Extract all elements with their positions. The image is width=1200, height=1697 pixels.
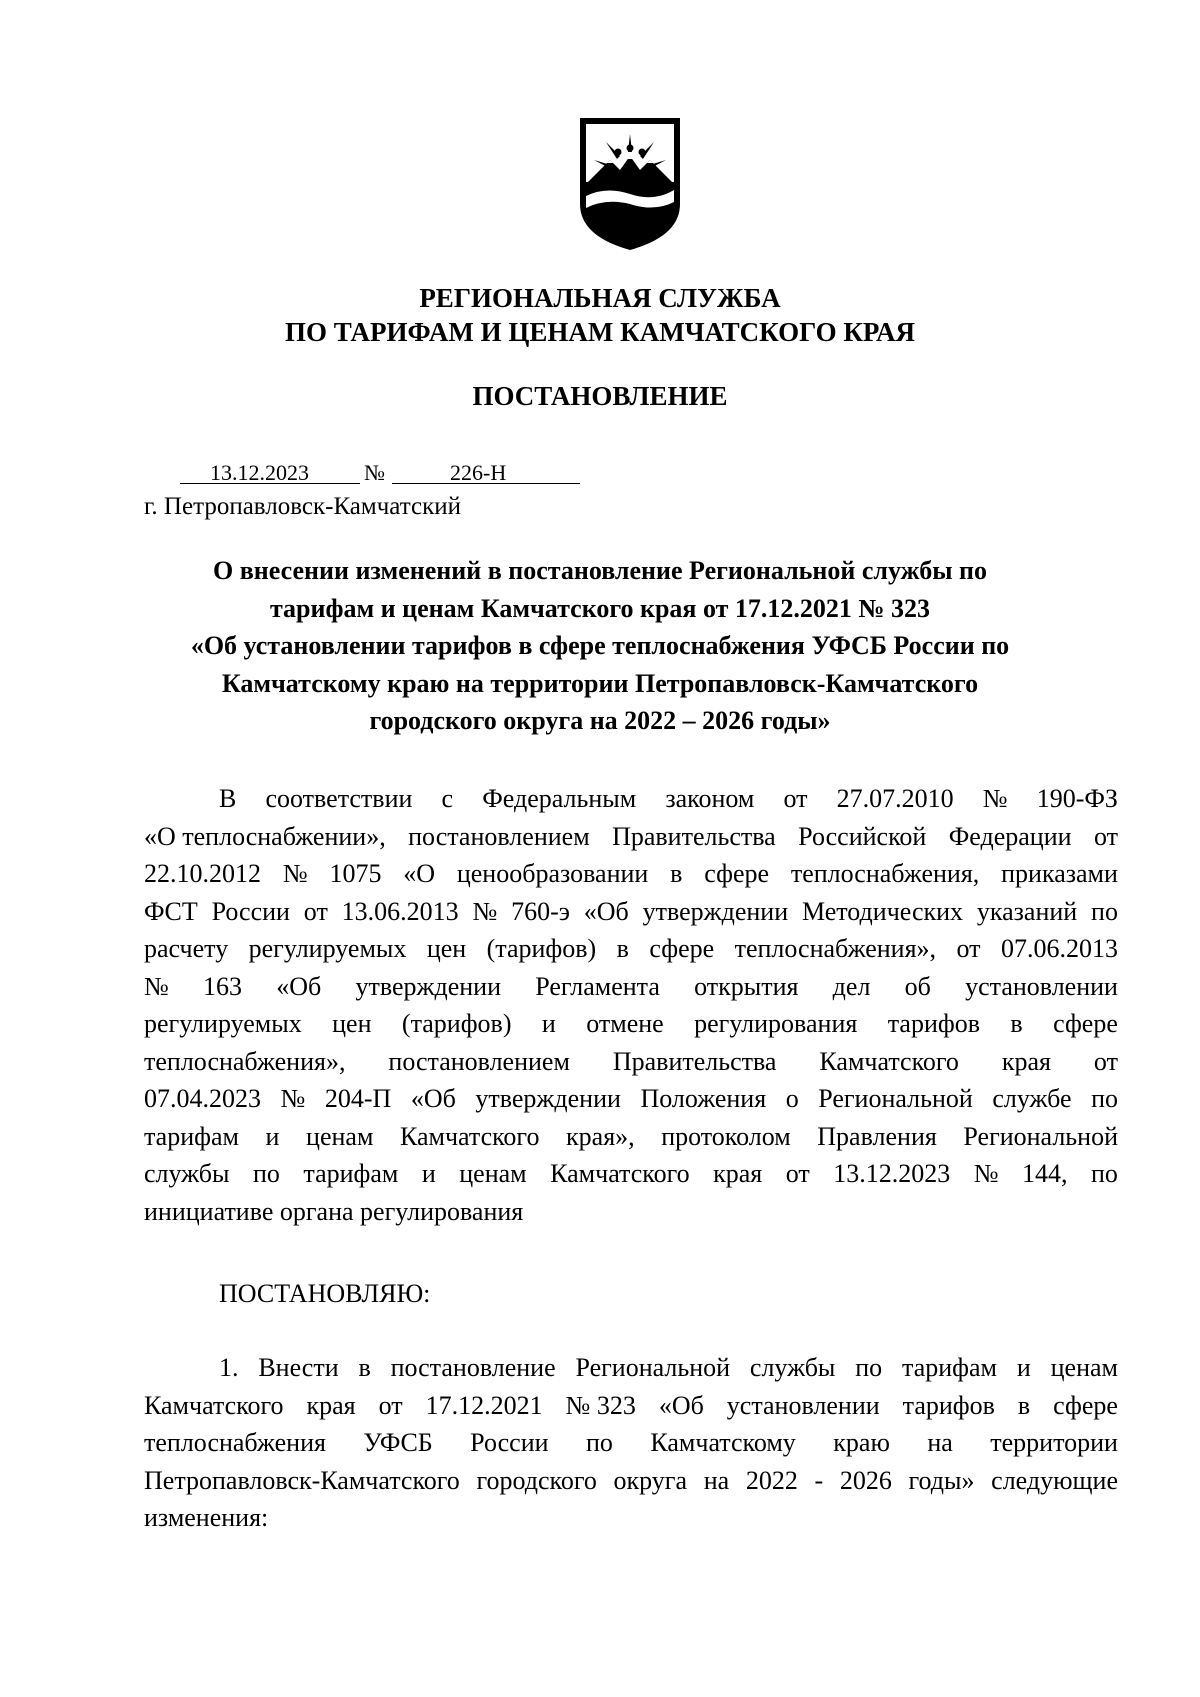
item1-word: Камчатского (144, 1390, 284, 1420)
preamble-word: Правления (817, 1121, 937, 1151)
preamble-word: в (670, 859, 683, 888)
preamble-word: Камчатского (399, 1121, 540, 1151)
title-line: О внесении изменений в постановление Региональной службы по (213, 556, 987, 585)
title-line: тарифам и ценам Камчатского края от 17.12.2021 № 323 (269, 593, 931, 623)
item1-word: краю (833, 1428, 890, 1457)
title-line: «Об установлении тарифов в сфере теплоснабжения УФСБ России по (190, 631, 1010, 660)
preamble-word: края (1001, 1046, 1051, 1076)
preamble-line (144, 1155, 1118, 1193)
number-sign: № (364, 460, 385, 485)
preamble-word: тарифов (887, 1009, 980, 1038)
preamble-word: Положения (640, 1084, 767, 1113)
item1-word: Камчатскому (650, 1428, 796, 1457)
item1-line (144, 1387, 1118, 1425)
item1-word: 1. (219, 1353, 239, 1382)
preamble-word: Камчатского (550, 1159, 690, 1188)
item1-word: в (358, 1353, 371, 1382)
preamble-word: «О теплоснабжении», (144, 821, 386, 851)
item1-word: № 323 (565, 1390, 636, 1420)
preamble-word: регулируемых (248, 934, 407, 963)
preamble-line (144, 780, 1118, 818)
item1-word: на (703, 1465, 730, 1495)
preamble-word: от (956, 934, 981, 963)
document-title (130, 552, 1070, 740)
preamble-word: в (1010, 1009, 1023, 1038)
preamble-word: «Об (583, 896, 629, 926)
preamble-word: № (282, 859, 308, 888)
preamble-word: ценам (459, 1159, 527, 1188)
preamble-line (144, 893, 1118, 931)
item1-word: Внести (258, 1353, 339, 1382)
preamble-word: № (280, 1084, 306, 1113)
preamble-word: и (541, 1009, 556, 1038)
preamble-word: России (211, 896, 290, 926)
preamble-line (144, 930, 1118, 968)
document-type-heading: ПОСТАНОВЛЕНИЕ (472, 381, 728, 411)
item1-word: по (855, 1353, 883, 1382)
preamble-word: 22.10.2012 (144, 859, 261, 888)
preamble-word: края (713, 1159, 763, 1188)
item1-word: службы (749, 1353, 836, 1382)
item1-word: изменения: (144, 1503, 269, 1532)
preamble-line (144, 818, 1118, 856)
item1-word: тарифов (902, 1390, 995, 1420)
preamble-line (144, 1118, 1118, 1156)
preamble-word: постановлением (408, 821, 590, 851)
preamble-word: В (219, 784, 237, 813)
item1-word: установлении (726, 1390, 880, 1420)
item1-word: УФСБ (363, 1428, 433, 1457)
preamble-word: (тарифов) (401, 1009, 512, 1038)
preamble-word: от (1093, 1046, 1118, 1076)
preamble-word: № (472, 896, 498, 926)
kamchatka-coat-of-arms-icon (576, 112, 684, 252)
preamble-line (144, 1193, 1118, 1231)
preamble-word: 13.06.2013 (341, 896, 459, 926)
preamble-word: Регламента (535, 971, 660, 1001)
preamble-word: отмене (586, 1009, 664, 1038)
preamble-word: по (252, 1159, 280, 1188)
preamble-word: цен (426, 934, 467, 963)
item1-line (144, 1349, 1118, 1387)
preamble-word: Региональной (818, 1084, 973, 1113)
preamble-word: приказами (1001, 859, 1118, 888)
preamble-word: края», (566, 1121, 635, 1151)
preamble-word: указаний (976, 896, 1078, 926)
item1-word: постановление (390, 1353, 556, 1382)
item1-word: городского (476, 1465, 597, 1495)
date-number-line (180, 458, 580, 492)
preamble-word: от (1093, 821, 1118, 851)
preamble-word: Методических (801, 896, 964, 926)
preamble-word: тарифам (144, 1121, 239, 1151)
item1-word: по (586, 1428, 613, 1457)
preamble-word: № (144, 971, 169, 1001)
preamble-word: Региональной (963, 1121, 1118, 1151)
item1-word: округа (613, 1465, 688, 1495)
item1-word: России (470, 1428, 549, 1457)
preamble-word: 144, (1022, 1159, 1068, 1188)
preamble-word: службы (144, 1159, 230, 1188)
preamble-word: и (421, 1159, 436, 1188)
preamble-word: по (1091, 896, 1118, 926)
item1-word: 2022 (745, 1465, 798, 1495)
preamble-word: расчету (144, 934, 229, 963)
preamble-word: тарифам (303, 1159, 399, 1188)
preamble-line (144, 1080, 1118, 1118)
preamble-word: регулирования (694, 1009, 858, 1038)
preamble-word: Федерации (948, 821, 1072, 851)
preamble-word: теплоснабжения, (790, 859, 980, 888)
item1-word: тарифам (902, 1353, 997, 1382)
item1-word: на (927, 1428, 953, 1457)
preamble-word: утверждении (475, 1084, 621, 1113)
preamble-word: соответствии (265, 784, 413, 813)
preamble-word: «Об (410, 1084, 456, 1113)
item1-word: в (1017, 1390, 1031, 1420)
preamble-word: от (785, 1159, 810, 1188)
preamble-word: цен (332, 1009, 372, 1038)
preamble-word: от (783, 784, 808, 813)
decree-word: ПОСТАНОВЛЯЮ: (219, 1279, 431, 1308)
preamble-word: службе (992, 1084, 1072, 1113)
preamble-word: утверждении (355, 971, 501, 1001)
preamble-word: инициативе органа регулирования (144, 1196, 524, 1226)
preamble-word: и (265, 1121, 280, 1151)
item1-word: ценам (1050, 1353, 1118, 1382)
preamble-word: теплоснабжения», (144, 1046, 346, 1076)
preamble-word: постановлением (388, 1046, 570, 1076)
preamble-word: в (616, 934, 629, 963)
preamble-word: Федеральным (482, 784, 637, 813)
preamble-word: установлении (965, 971, 1118, 1001)
preamble-word: (тарифов) (486, 934, 597, 963)
preamble-word: утверждении (642, 896, 789, 926)
preamble-word: 13.12.2023 (833, 1159, 951, 1188)
preamble-word: 190-ФЗ (1036, 784, 1118, 813)
preamble-word: по (1091, 1084, 1118, 1113)
preamble-word: «Об (276, 971, 322, 1001)
preamble-word: Правительства (612, 821, 776, 851)
preamble-line (144, 968, 1118, 1006)
city-name: г. Петропавловск-Камчатский (144, 493, 461, 520)
item1-word: территории (990, 1428, 1118, 1457)
preamble-word: 163 (203, 971, 243, 1001)
preamble-word: по (1091, 1159, 1118, 1188)
item1-word: Региональной (575, 1353, 731, 1382)
preamble-word: № (973, 1159, 999, 1188)
preamble-line (144, 1005, 1118, 1043)
preamble-word: от (303, 896, 328, 926)
preamble-word: 27.07.2010 (836, 784, 954, 813)
preamble-word: о (785, 1084, 799, 1113)
item1-word: от (378, 1390, 403, 1420)
title-line: Камчатскому краю на территории Петропавловск-Камчатского (221, 668, 979, 698)
preamble-word: протоколом (661, 1121, 791, 1151)
organization-name-line-2: ПО ТАРИФАМ И ЦЕНАМ КАМЧАТСКОГО КРАЯ (285, 317, 915, 347)
preamble-word: законом (665, 784, 755, 813)
preamble-word: открытия (694, 971, 799, 1001)
preamble-word: 1075 (329, 859, 382, 888)
document-date: 13.12.2023 (210, 460, 309, 485)
preamble-word: дел (832, 971, 871, 1001)
item1-word: - (814, 1465, 824, 1495)
preamble-word: Российской (798, 821, 927, 851)
preamble-word: сфере (1053, 1009, 1118, 1038)
item1-word: «Об (658, 1390, 704, 1420)
item1-line (144, 1499, 1118, 1537)
preamble-word: ценам (306, 1121, 374, 1151)
preamble-word: № (982, 784, 1008, 813)
preamble-word: ценообразовании (456, 859, 649, 888)
title-line: городского округа на 2022 – 2026 годы» (369, 706, 831, 735)
preamble-line (144, 855, 1118, 893)
preamble-word: сфере (704, 859, 770, 888)
preamble-word: регулируемых (144, 1009, 302, 1038)
item1-word: 17.12.2021 (425, 1390, 543, 1420)
preamble-word: теплоснабжения», (734, 934, 937, 963)
preamble-word: 760-э (511, 896, 570, 926)
preamble-word: Камчатского (819, 1046, 959, 1076)
preamble-word: 07.06.2013 (1000, 934, 1118, 963)
preamble-word: об (904, 971, 931, 1001)
preamble-word: «О (403, 859, 436, 888)
preamble-paragraph (144, 780, 1118, 1230)
item1-line (144, 1462, 1118, 1500)
preamble-line (144, 1043, 1118, 1081)
item1-word: следующие (991, 1465, 1118, 1495)
item1-word: 2026 (839, 1465, 892, 1495)
preamble-word: с (441, 784, 454, 813)
organization-name-line-1: РЕГИОНАЛЬНАЯ СЛУЖБА (419, 283, 781, 313)
preamble-word: 07.04.2023 (144, 1084, 261, 1113)
item1-word: теплоснабжения (144, 1428, 326, 1457)
item-1-paragraph (144, 1349, 1118, 1537)
preamble-word: 204-П (324, 1084, 392, 1113)
document-number: 226-Н (450, 460, 507, 485)
item1-word: сфере (1053, 1390, 1118, 1420)
preamble-word: Правительства (612, 1046, 777, 1076)
preamble-word: сфере (649, 934, 715, 963)
item1-line (144, 1424, 1118, 1462)
item1-word: годы» (908, 1465, 975, 1495)
item1-word: Петропавловск-Камчатского (144, 1465, 460, 1495)
item1-word: края (306, 1390, 356, 1420)
item1-word: и (1016, 1353, 1031, 1382)
preamble-word: ФСТ (144, 896, 198, 926)
